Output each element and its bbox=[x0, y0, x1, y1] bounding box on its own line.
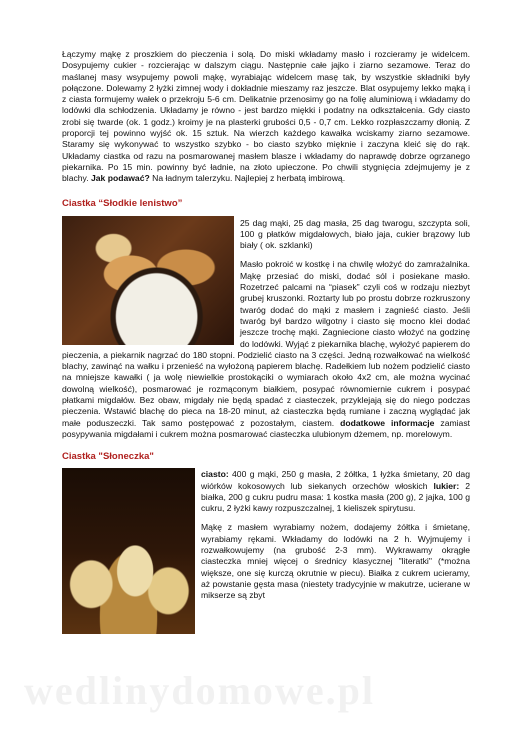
recipe1-extra-info-label: dodatkowe informacje bbox=[340, 417, 435, 428]
recipe1-method: Masło pokroić w kostkę i na chwilę włożyć do zamrażalnika. Mąkę przesiać do miski, dodać sól i posiekane masło. Rozetrzeć palcami na “piasek” czyli coś w rodzaju niezbyt grubej kruszonki. Roztarty lub po prostu dobrze rozkruszony twaróg dodać do mąki z masłem i zagnieść ciasto. Jeśli twaróg był bardzo wilgotny i ciasto się mocno klei dodać jeszcze trochę mąki. Zagniecione ciasto włożyć na godzinę do lodówki. Wyjąć z piekarnika blachę, wyłożyć papierem do pieczenia, a piekarnik nagrzać do 180 stopni. Podzielić ciasto na 3 części. Jedną rozwałkować na wielkość blachy, zawinąć na wałku i przenieść na wyłożoną papierem blachę. Radełkiem lub nożem podzielić ciasto na mniejsze kawałki ( ja wolę niewielkie prostokąciki o wymiarach około 4x2 cm, ale można wycinać dowolną wielkość), posmarować je rozmąconym białkiem, posypać równomiernie cukrem i posypać płatkami migdałów. Bez obaw, migdały nie będą spadać z ciasteczek, przyklejają się do niego podczas pieczenia. Wstawić blachę do pieca na 18-20 minut, aż ciasteczka będą rumiane i zaczną wyglądać jak małe poduszeczki. Tak samo postępować z pozostałym, ciastem. dodatkowe informacje zamiast posypywania migdałami i cukrem można posmarować ciasteczka ulubionym dżemem, np. morelowym. bbox=[62, 259, 470, 439]
recipe1-photo bbox=[62, 216, 234, 345]
serving-question: Jak podawać? bbox=[90, 173, 150, 184]
recipe1-ingredients: 25 dag mąki, 25 dag masła, 25 dag twarogu, szczypta soli, 100 g płatków migdałowych, biało jaja, cukier brązowy lub biały ( ok. szklanki) bbox=[240, 217, 470, 251]
recipe2-ingredients: ciasto: 400 g mąki, 250 g masła, 2 żółtka, 1 łyżka śmietany, 20 dag wiórków kokosowych lub siekanych orzechów włoskich lukier: 2 białka, 200 g cukru pudru masa: 1 kostka masła (200 g), 2 jajka, 100 g cukru, 2 łyżki kawy rozpuszczalnej, 1 kieliszek spirytusu. bbox=[201, 469, 470, 514]
intro-paragraph: Łączymy mąkę z proszkiem do pieczenia i solą. Do miski wkładamy masło i rozcieramy je widelcem. Dosypujemy cukier - rozcierając w dalszym ciągu. Następnie całe jajko i ziarno sezamowe. Teraz do maślanej masy wsypujemy powoli mąkę, wyrabiając widelcem masę tak, by wszystkie składniki były połączone. Dolewamy 2 łyżki zimnej wody i dokładnie mieszamy raz jeszcze. Blat osypujemy lekko mąką i z ciasta formujemy wałek o przekroju 5-6 cm. Delikatnie przenosimy go na folię aluminiową i wkładamy do lodówki dla schłodzenia. Układamy je równo - jest bardzo miękki i podatny na odkształcenia. Gdy ciasto zrobi się twarde (ok. 1 godz.) kroimy je na plasterki grubości 0,5 - 0,7 cm. Lekko rozpłaszczamy dłonią. Z proporcji tej powinno wyjść ok. 15 sztuk. Na wierzch każdego kawałka wciskamy ziarno sezamowe. Staramy się wykonywać to wszystko szybko - bo ciasto szybko mięknie i zaczyna kleić się do rąk. Układamy ciastka od razu na posmarowanej masłem blasze i wkładamy do naprawdę dobrze ogrzanego piekarnika. Po 15 min. powinny być ładnie, na złoto upieczone. Po chwili stygnięcia zdejmujemy je z blachy. Jak podawać? Na ładnym talerzyku. Najlepiej z herbatą imbirową. bbox=[62, 49, 470, 184]
recipe2-method: Mąkę z masłem wyrabiamy nożem, dodajemy żółtka i śmietanę, wyrabiamy rękami. Wkładamy do lodówki na 2 h. Wyjmujemy i rozwałkowujemy (na grubość 2-3 mm). Wykrawamy okrągłe ciasteczka mniej więcej o średnicy klasycznej "literatki" (*można większe, one się kurczą okrutnie w piecu). Białka z cukrem ucieramy, aż powstanie gęsta masa (niestety tradycyjnie w makutrze, ucierane w mikserze są zbyt bbox=[201, 522, 470, 601]
document-page bbox=[62, 49, 470, 636]
recipe1-title: Ciastka “Słodkie lenistwo” bbox=[62, 197, 183, 209]
recipe2-title: Ciastka "Słoneczka" bbox=[62, 451, 154, 463]
recipe2-photo bbox=[62, 468, 195, 634]
watermark: wedlinydomowe.pl bbox=[24, 668, 375, 713]
